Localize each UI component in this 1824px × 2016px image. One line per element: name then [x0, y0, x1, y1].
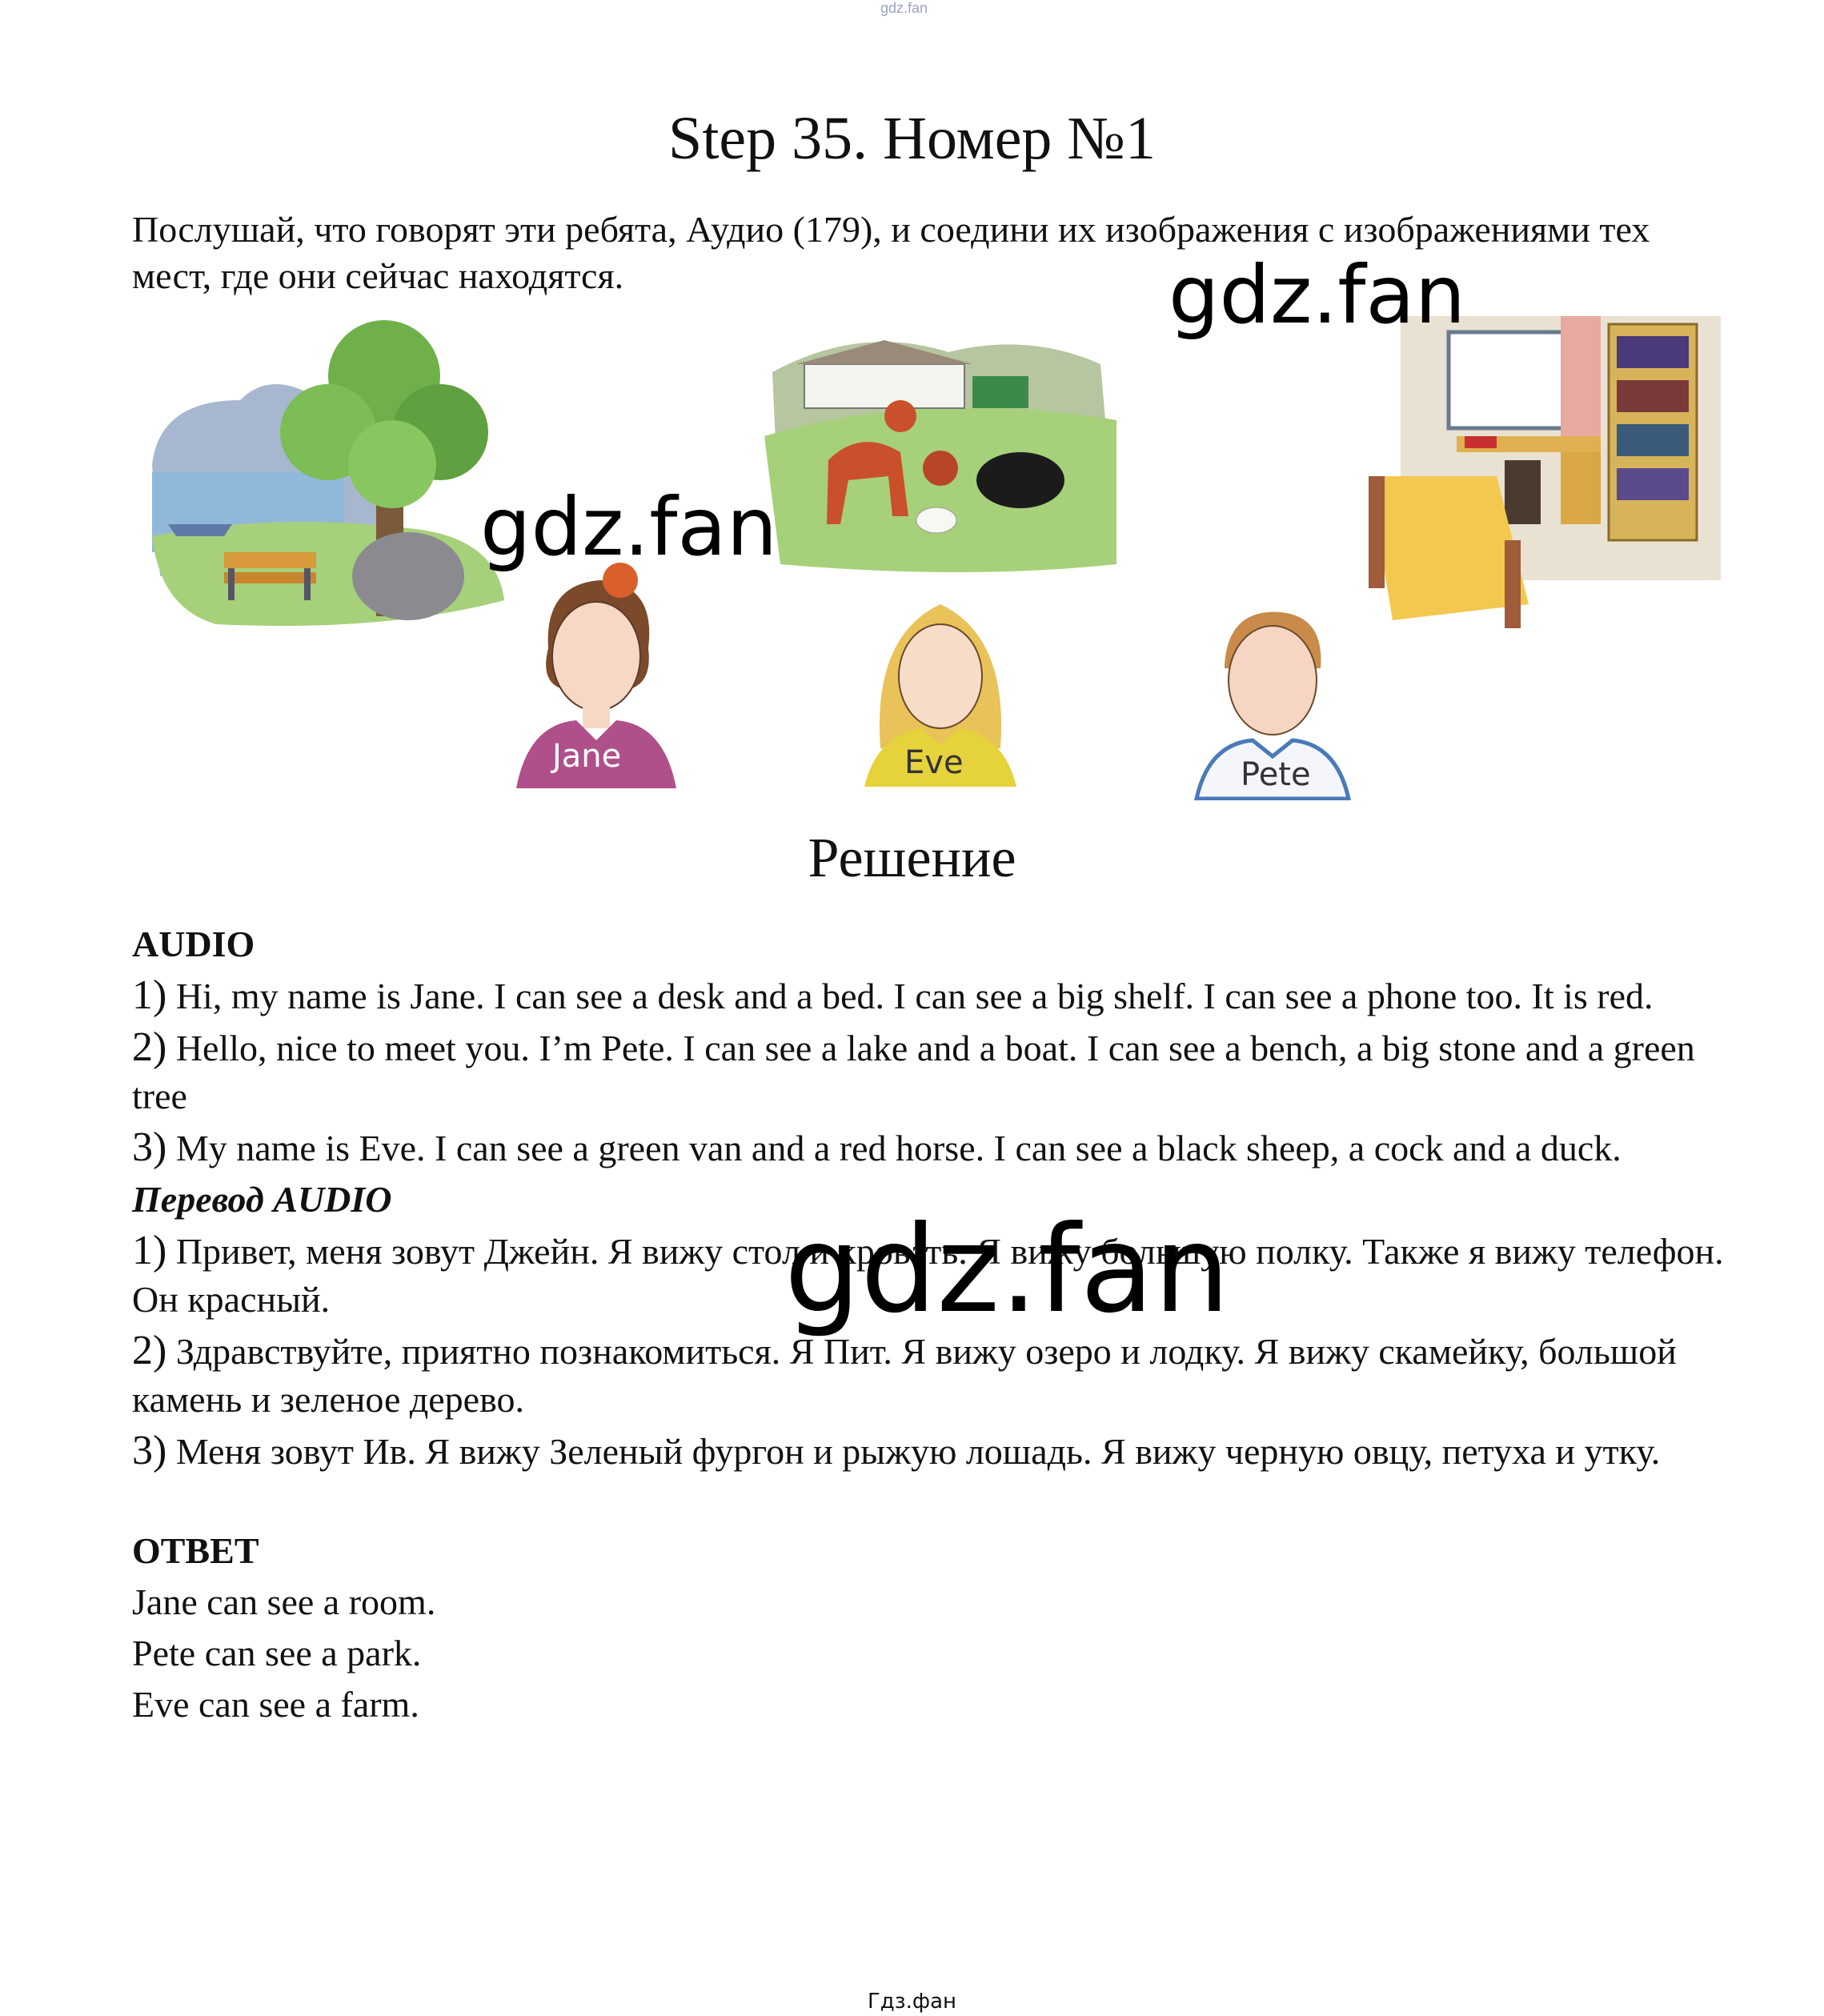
- eve-label: Eve: [904, 744, 964, 781]
- solution-heading: Решение: [808, 828, 1016, 889]
- page-title: Step 35. Номер №1: [668, 105, 1156, 172]
- watermark-3: gdz.fan: [784, 1200, 1230, 1340]
- translation-line-2: 2) Здравствуйте, приятно познакомиться. Я Пит. Я вижу озеро и лодку. Я вижу скамейку, большой камень и зеленое дерево.: [132, 1328, 1677, 1420]
- watermark-1: gdz.fan: [1169, 248, 1466, 342]
- room-illustration: [1369, 316, 1721, 636]
- kid-pete: [1193, 592, 1353, 800]
- audio-heading: AUDIO: [132, 924, 255, 964]
- audio-line-2: 2) Hello, nice to meet you. I’m Pete. I can see a lake and a boat. I can see a bench, a big stone and a green tree: [132, 1024, 1695, 1116]
- kid-eve: [860, 588, 1020, 788]
- answer-line-1: Jane can see a room.: [132, 1581, 436, 1622]
- audio-line-1: 1) Hi, my name is Jane. I can see a desk and a bed. I can see a big shelf. I can see a phone too. It is red.: [132, 972, 1654, 1018]
- audio-line-3: 3) My name is Eve. I can see a green van and a red horse. I can see a black sheep, a cock and a duck.: [132, 1124, 1622, 1170]
- kid-jane: [512, 560, 680, 792]
- answer-line-2: Pete can see a park.: [132, 1633, 422, 1673]
- top-watermark: gdz.fan: [880, 0, 928, 16]
- pete-label: Pete: [1241, 756, 1311, 793]
- footer-watermark: Гдз.фан: [867, 1990, 957, 2014]
- answer-heading: ОТВЕТ: [132, 1530, 259, 1571]
- jane-label: Jane: [552, 738, 622, 775]
- translation-line-1: 1) Привет, меня зовут Джейн. Я вижу стол и кровать. Я вижу большую полку. Также я вижу телефон. Он красный.: [132, 1228, 1724, 1320]
- watermark-2: gdz.fan: [480, 480, 778, 574]
- farm-illustration: [764, 308, 1124, 572]
- task-text: Послушай, что говорят эти ребята, Аудио (179), и соедини их изображения с изображениями тех мест, где они сейчас находятся.: [132, 209, 1650, 296]
- park-illustration: [144, 312, 520, 632]
- translation-line-3: 3) Меня зовут Ив. Я вижу Зеленый фургон и рыжую лошадь. Я вижу черную овцу, петуха и утку.: [132, 1428, 1661, 1473]
- translation-heading: Перевод AUDIO: [132, 1179, 392, 1220]
- answer-line-3: Eve can see a farm.: [132, 1684, 419, 1725]
